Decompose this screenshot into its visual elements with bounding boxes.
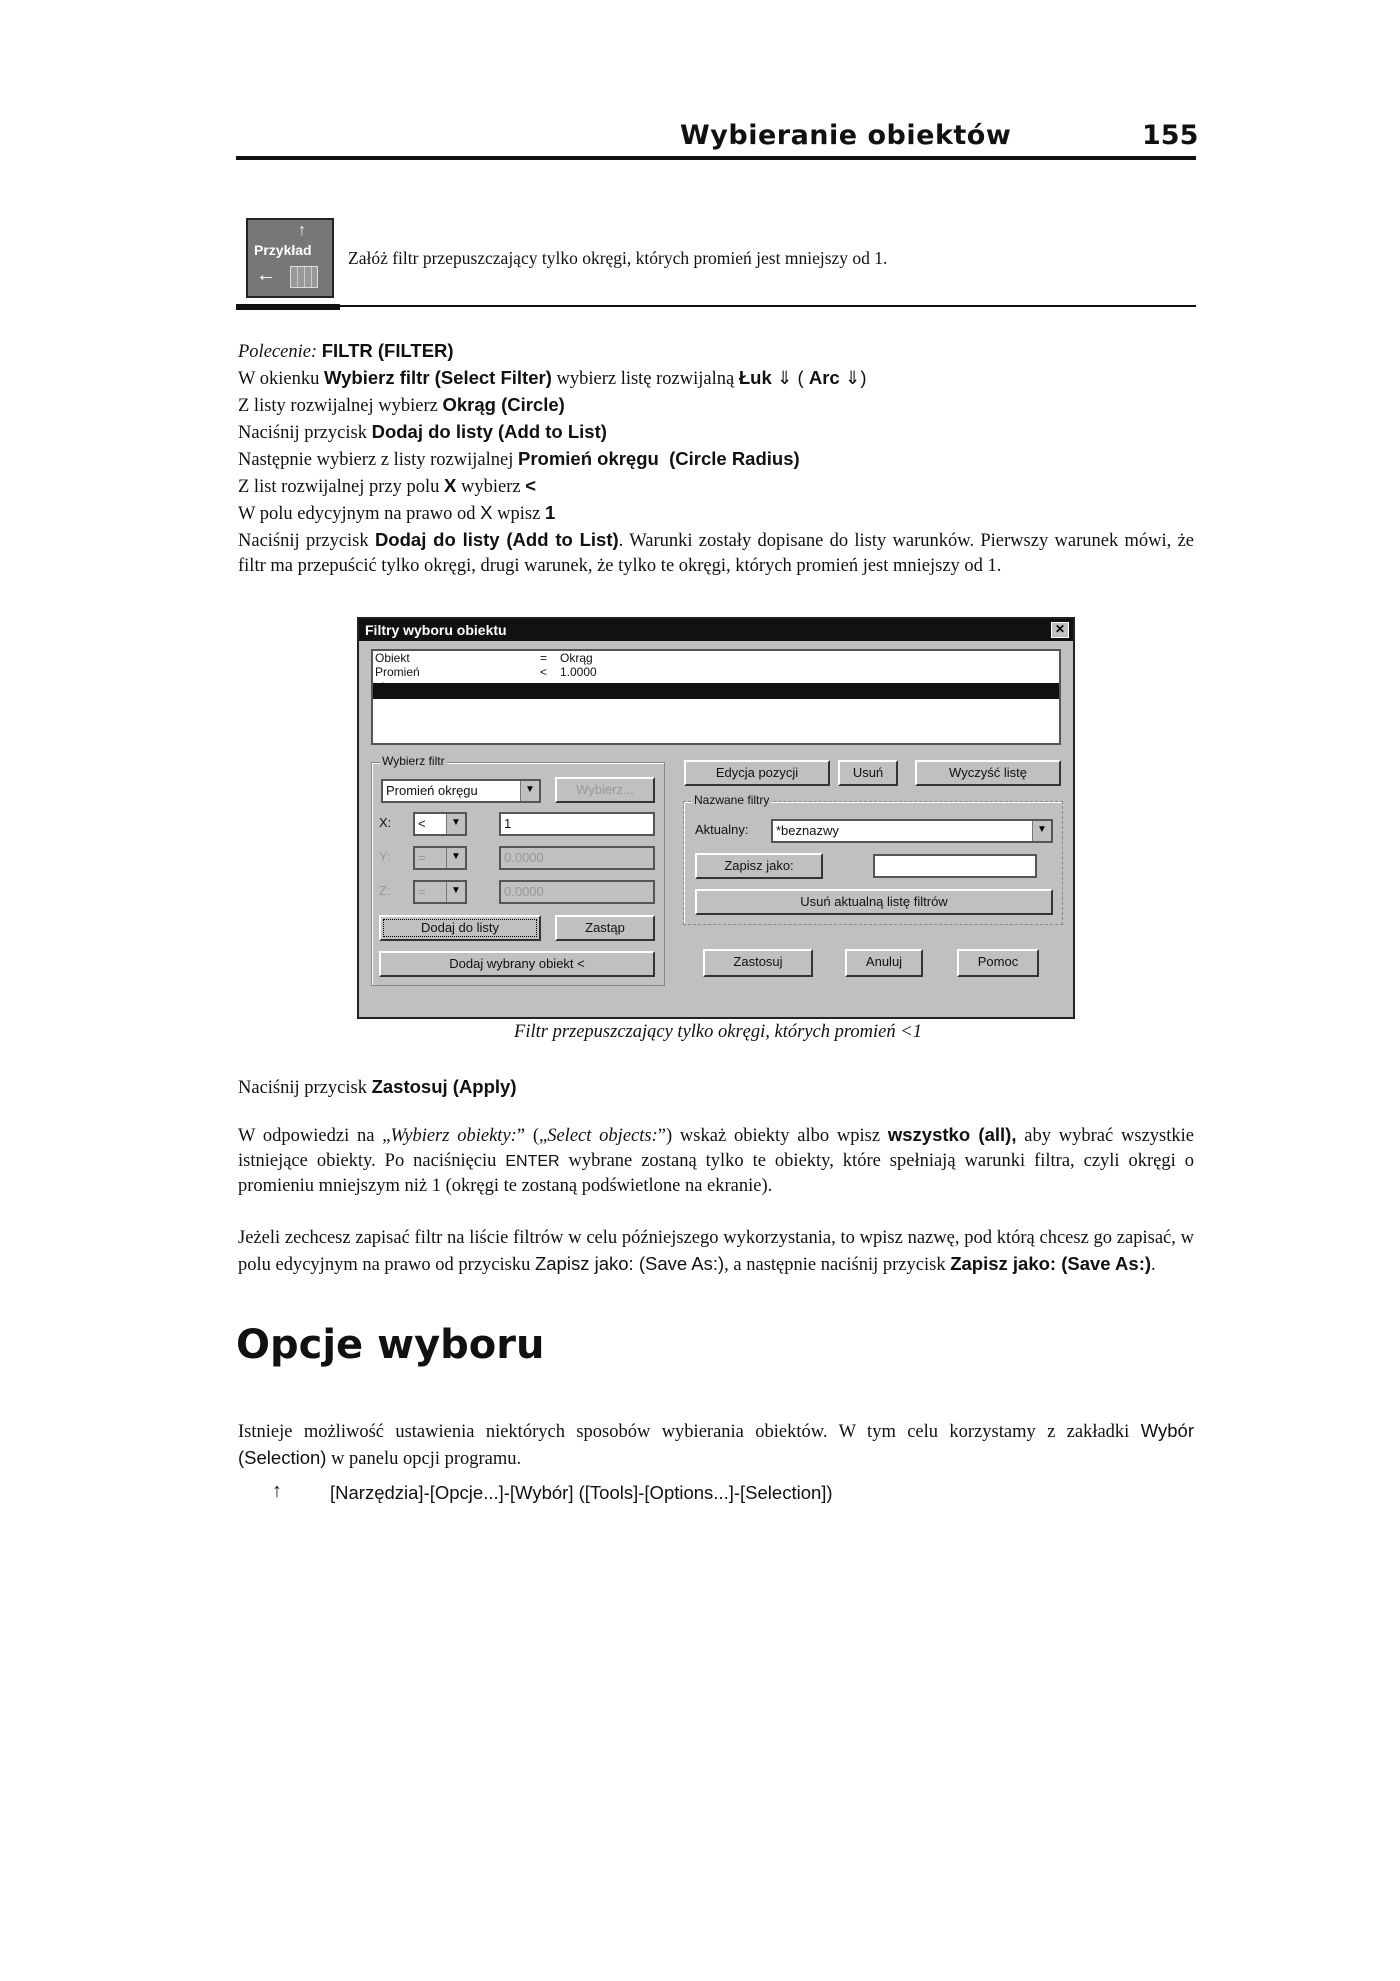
combo-value: Promień okręgu xyxy=(386,783,478,798)
body-text: aby wybrać wszystkie istniejące obiekty. Po naciśnięciu xyxy=(238,1126,1194,1171)
step-term: Dodaj do listy (Add to List) xyxy=(371,421,607,442)
step-term: X xyxy=(444,475,457,496)
step-term: < xyxy=(525,475,537,496)
z-value-field[interactable] xyxy=(499,880,655,904)
group-label: Nazwane filtry xyxy=(694,793,770,807)
save-as-field[interactable] xyxy=(873,854,1037,878)
step-term: 1 xyxy=(544,502,556,523)
step-text: W polu edycyjnym na prawo od xyxy=(238,504,481,524)
running-header-title: Wybieranie obiektów xyxy=(680,120,1012,151)
arrow-left-icon: ← xyxy=(256,264,276,286)
group-label: Wybierz filtr xyxy=(382,754,445,768)
example-icon xyxy=(246,218,334,298)
step-term: X xyxy=(480,502,493,523)
step-text: Naciśnij przycisk xyxy=(238,423,372,443)
field-value: 0.0000 xyxy=(504,884,544,899)
body-text: Jeżeli zechcesz zapisać filtr na liście filtrów w celu późniejszego wykorzystania, to wpisz nazwę, pod którą chcesz go zapisać, w polu edycyjnym na prawo od przycisku xyxy=(238,1228,1194,1275)
select-button[interactable]: Wybierz... xyxy=(555,777,655,803)
x-label: X: xyxy=(379,815,392,830)
body-term: Zapisz jako: (Save As:) xyxy=(950,1253,1152,1274)
combo-value: = xyxy=(418,884,426,899)
row-value: 1.0000 xyxy=(560,665,597,679)
step-text: Naciśnij przycisk xyxy=(238,531,375,551)
clear-list-button[interactable]: Wyczyść listę xyxy=(915,760,1061,786)
combo-value: = xyxy=(418,850,426,865)
response-paragraph xyxy=(238,1122,1194,1199)
step-text: wybierz xyxy=(456,477,526,497)
example-icon-label: Przykład xyxy=(254,242,312,258)
step-term: Okrąg (Circle) xyxy=(442,394,565,415)
step-text: Następnie wybierz z listy rozwijalnej xyxy=(238,450,518,470)
figure-caption: Filtr przepuszczający tylko okręgi, których promień <1 xyxy=(514,1022,922,1042)
body-text: ”) wskaż obiekty albo wpisz xyxy=(657,1126,888,1146)
page-number: 155 xyxy=(1142,120,1199,151)
body-text: wybrane zostaną tylko te obiekty, które spełniają warunki filtra, czyli okręgi o promieniu mniejszym niż 1 (okręgi te zostaną podświetlone na ekranie). xyxy=(238,1151,1194,1196)
key-name: ENTER xyxy=(505,1153,560,1170)
body-text: Naciśnij przycisk xyxy=(238,1078,372,1098)
chevron-down-icon: ▼ xyxy=(520,781,539,801)
step-text: ⇓) xyxy=(839,367,867,388)
steps-block xyxy=(238,338,1194,579)
command-label: Polecenie: xyxy=(238,342,322,362)
y-label: Y: xyxy=(379,849,391,864)
apply-paragraph xyxy=(238,1074,1194,1101)
grid-icon xyxy=(290,266,318,288)
cancel-button[interactable]: Anuluj xyxy=(845,949,923,977)
row-name: Obiekt xyxy=(375,651,410,665)
body-italic: Wybierz obiekty: xyxy=(390,1126,517,1146)
save-paragraph xyxy=(238,1226,1194,1278)
body-text: . xyxy=(1151,1255,1156,1275)
body-text: , a następnie naciśnij przycisk xyxy=(724,1255,951,1275)
body-term: Zapisz jako: (Save As:) xyxy=(534,1253,725,1274)
close-icon[interactable]: ✕ xyxy=(1051,622,1069,638)
body-text: Istnieje możliwość ustawienia niektórych sposobów wybierania obiektów. W tym celu korzystamy z zakładki xyxy=(238,1422,1141,1442)
command-name: FILTR (FILTER) xyxy=(321,340,454,361)
body-term: Wybór (Selection) xyxy=(238,1420,1194,1468)
combo-value: *beznazwy xyxy=(776,823,839,838)
body-text: w panelu opcji programu. xyxy=(326,1449,522,1469)
step-text: Z list rozwijalnej przy polu xyxy=(238,477,445,497)
combo-value: < xyxy=(418,816,426,831)
z-label: Z: xyxy=(379,883,391,898)
body-term: wszystko (all), xyxy=(887,1124,1017,1145)
save-as-button[interactable]: Zapisz jako: xyxy=(695,853,823,879)
apply-button[interactable]: Zastosuj xyxy=(703,949,813,977)
edit-item-button[interactable]: Edycja pozycji xyxy=(684,760,830,786)
body-text: ” („ xyxy=(516,1126,548,1146)
field-value: 0.0000 xyxy=(504,850,544,865)
selected-empty-row[interactable] xyxy=(373,683,1059,699)
chevron-down-icon: ▼ xyxy=(446,814,465,834)
example-rule-accent xyxy=(236,304,340,310)
step-term: Łuk xyxy=(738,367,772,388)
step-text: Z listy rozwijalnej wybierz xyxy=(238,396,443,416)
body-text: W odpowiedzi na „ xyxy=(238,1126,391,1146)
options-paragraph xyxy=(238,1418,1194,1472)
filter-type-combo[interactable] xyxy=(381,779,541,803)
step-text: ⇓ ( xyxy=(771,367,809,388)
body-term: Zastosuj (Apply) xyxy=(371,1076,517,1097)
filter-list[interactable] xyxy=(371,649,1061,745)
delete-button[interactable]: Usuń xyxy=(838,760,898,786)
step-text: wybierz listę rozwijalną xyxy=(551,369,739,389)
current-filter-combo[interactable] xyxy=(771,819,1053,843)
filter-dialog xyxy=(357,617,1075,1019)
row-value: Okrąg xyxy=(560,651,593,665)
y-value-field[interactable] xyxy=(499,846,655,870)
step-term: Promień okręgu (Circle Radius) xyxy=(517,448,800,469)
step-term: Arc xyxy=(808,367,840,388)
header-rule xyxy=(236,156,1196,160)
add-selected-object-button[interactable]: Dodaj wybrany obiekt < xyxy=(379,951,655,977)
section-heading: Opcje wyboru xyxy=(236,1322,545,1368)
chevron-down-icon: ▼ xyxy=(446,848,465,868)
field-value: 1 xyxy=(504,816,512,831)
example-rule xyxy=(236,305,1196,307)
x-value-field[interactable] xyxy=(499,812,655,836)
body-italic: Select objects: xyxy=(547,1126,658,1146)
replace-button[interactable]: Zastąp xyxy=(555,915,655,941)
dialog-title-bar xyxy=(359,619,1073,641)
step-text: . Warunki zostały dopisane do listy warunków. Pierwszy warunek mówi, że filtr ma przepuścić tylko okręgi, drugi warunek, że tylko te okręgi, których promień jest mniejszy od 1. xyxy=(238,531,1194,576)
add-to-list-button[interactable]: Dodaj do listy xyxy=(379,915,541,941)
example-text: Załóż filtr przepuszczający tylko okręgi, których promień jest mniejszy od 1. xyxy=(348,248,888,268)
step-term: Wybierz filtr (Select Filter) xyxy=(323,367,552,388)
z-operator-combo[interactable] xyxy=(413,880,467,904)
row-operator: < xyxy=(540,665,548,679)
chevron-down-icon: ▼ xyxy=(1032,821,1051,841)
y-operator-combo[interactable] xyxy=(413,846,467,870)
help-button[interactable]: Pomoc xyxy=(957,949,1039,977)
dialog-title: Filtry wyboru obiektu xyxy=(365,622,507,638)
arrow-up-icon: ↑ xyxy=(298,222,306,239)
step-term: Dodaj do listy (Add to List) xyxy=(374,529,619,550)
menu-arrow-icon: ↑ xyxy=(272,1480,282,1502)
step-text: wpisz xyxy=(492,504,545,524)
step-text: W okienku xyxy=(238,369,324,389)
delete-current-list-button[interactable]: Usuń aktualną listę filtrów xyxy=(695,889,1053,915)
current-label: Aktualny: xyxy=(695,822,749,837)
chevron-down-icon: ▼ xyxy=(446,882,465,902)
menu-path: [Narzędzia]-[Opcje...]-[Wybór] ([Tools]-[Options...]-[Selection]) xyxy=(330,1482,833,1503)
row-operator: = xyxy=(540,651,548,665)
row-name: Promień xyxy=(375,665,420,679)
x-operator-combo[interactable] xyxy=(413,812,467,836)
